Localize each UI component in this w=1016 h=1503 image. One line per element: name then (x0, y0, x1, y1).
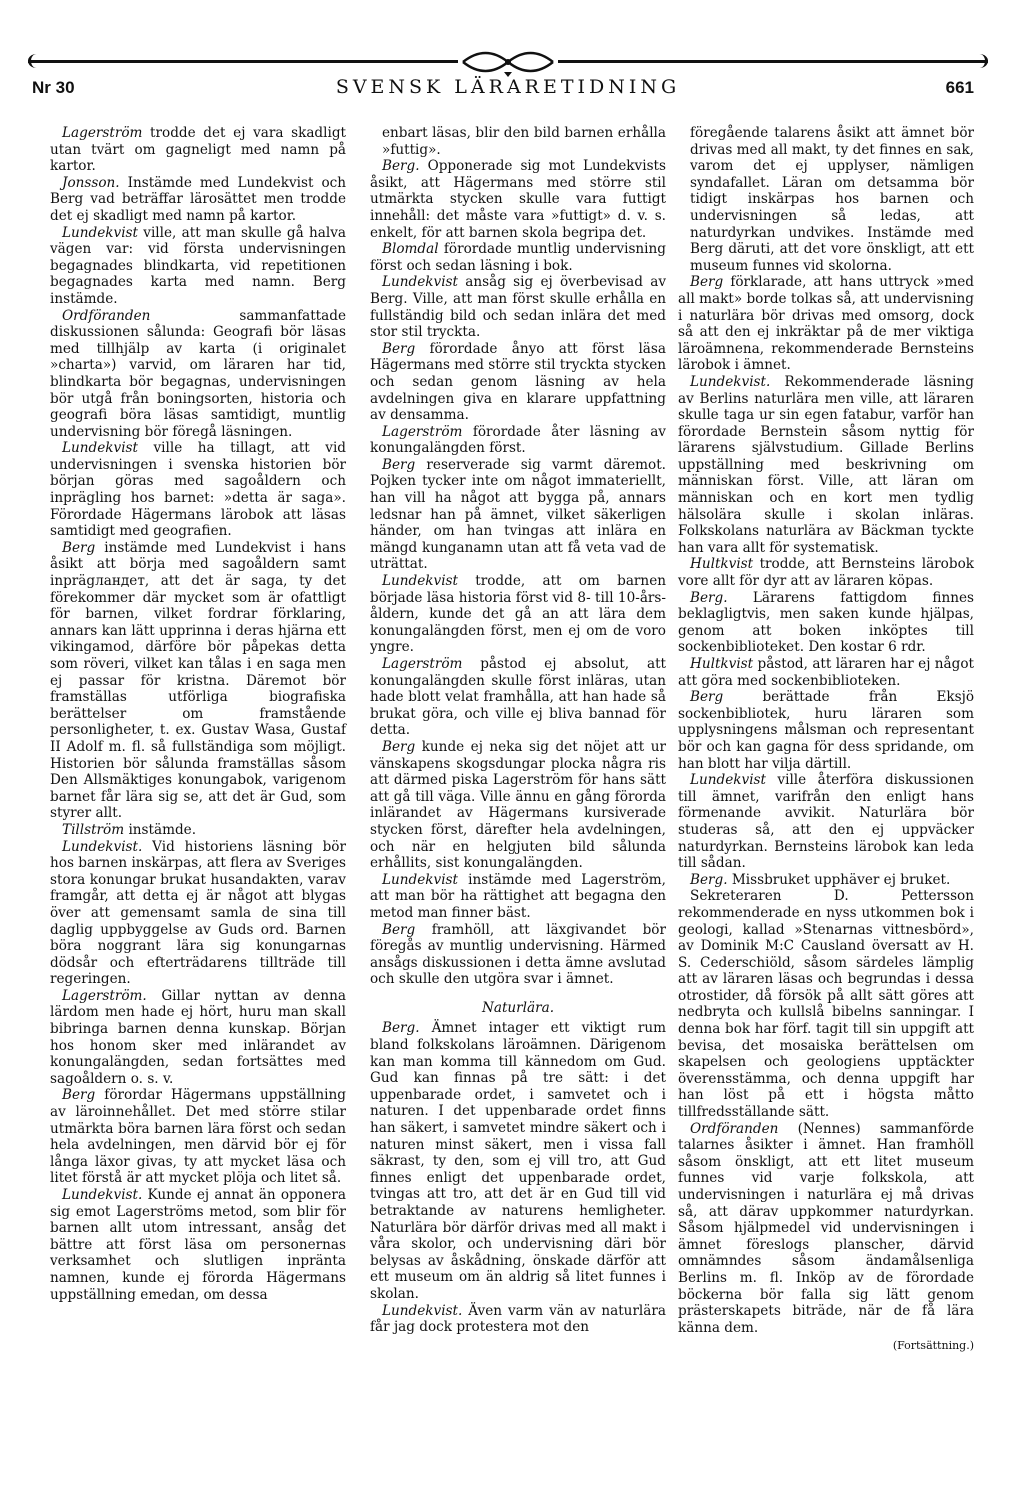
speaker-name: Berg. (382, 158, 420, 175)
speaker-name: Berg (382, 340, 416, 357)
speaker-name: Ordföranden (62, 307, 151, 324)
paragraph (370, 1020, 666, 1302)
speaker-name: Lundekvist. (62, 838, 143, 855)
speaker-name: Berg (690, 274, 724, 291)
speaker-name: Berg (382, 456, 416, 473)
speaker-name: Lundekvist. (382, 1302, 463, 1319)
speaker-name: Berg. (382, 1020, 420, 1037)
paragraph-text: ville, att man skulle gå halva vägen var: vid första undervisningen begagnades blindkarta, vid repetitionen begagnades karta med namn. Berg instämde. (50, 224, 346, 307)
paragraph (370, 424, 666, 457)
text-column-2 (370, 125, 666, 1336)
paragraph (678, 888, 974, 1120)
paragraph-text: påstod ej absolut, att konungalängden skulle först inläras, utan hade blott velat framhålla, att han hade så brukat göra, och ville ej bliva bannad för detta. (370, 656, 666, 739)
paragraph (50, 440, 346, 540)
paragraph-text: Gillar nyttan av denna lärdom men hade ej hört, huru man skall bibringa barnen denna kunskap. Början hos honom sker med inlärandet av konungalängden, sedan fortsättes med sagoåldern o. s. v. (50, 987, 346, 1087)
paragraph-text: trodde det ej vara skadligt utan tvärt om gagneligt med namn på kartor. (50, 125, 346, 175)
paragraph-text: Lärarens fattigdom finnes beklagligtvis, men saken kunde hjälpas, genom att boken inköptes till sockenbiblioteket. Den kostar 6 rdr. (678, 589, 974, 656)
paragraph-text: Missbruket upphäver ej bruket. (727, 871, 951, 888)
speaker-name: Lundekvist (690, 772, 766, 789)
speaker-name: Berg (382, 738, 416, 755)
paragraph-text: berättade från Eksjö sockenbibliotek, huru läraren som upplysningens målsman och representant bör och kan gagna för dess spridande, om han blott har vilja därtill. (678, 689, 974, 772)
header-ornament-icon (458, 46, 558, 78)
speaker-name: Lundekvist (382, 274, 458, 291)
speaker-name: Ordföranden (690, 1120, 779, 1137)
paragraph-text: ville återföra diskussionen till ämnet, varifrån den enligt hans förmenande avvikit. Naturlära bör studeras så, att den ej uppväcker naturdyrkan. Bernsteins lärobok kan leda till sådan. (678, 772, 974, 872)
speaker-name: Lundekvist (62, 224, 138, 241)
paragraph (370, 341, 666, 424)
paragraph-text: Kunde ej annat än opponera sig emot Lagerströms metod, som blir för barnen allt utom intressant, ansåg det bättre att först läsa om personernas verksamhet och slutligen inpränta namnen, kunde ej förorda Hägermans uppställning emedan, om dessa (50, 1187, 346, 1303)
speaker-name: Lundekvist. (62, 1187, 143, 1203)
paragraph (50, 540, 346, 822)
speaker-name: Berg (690, 689, 724, 706)
paragraph-text: förordade ånyo att först läsa Hägermans med större stil tryckta stycken och sedan genom läsning av hela avdelningen giva en klarare uppfattning av densamma. (370, 340, 666, 424)
paragraph (50, 988, 346, 1088)
speaker-name: Lundekvist (62, 440, 138, 457)
paragraph-text: instämde. (124, 821, 197, 838)
paragraph-text: förordar Hägermans uppställning av läroinnehållet. Det med större stilar utmärkta böra barnen lära först och sedan hela avdelningen, men därvid bör ej för långa läxor givas, ty att mycket läsa och litet förstå är att mycket plöja och litet så. (50, 1087, 346, 1187)
paragraph (50, 822, 346, 839)
paragraph-text: ansåg sig ej överbevisad av Berg. Ville, att man först skulle erhålla en fullständig bild och sedan inlära det med stor stil tryckta. (370, 274, 666, 341)
paragraph-text: trodde, att Bernsteins lärobok vore allt för dyr att av läraren köpas. (678, 556, 974, 590)
paragraph-text: ville ha tillagt, att vid undervisningen i svenska historien bör början göras med sagoåldern och inprägling hos barnet: »detta är saga». Förordade Hägermans lärobok att läsas samtidigt med geografien. (50, 440, 346, 540)
paragraph (678, 872, 974, 889)
paragraph-text: instämde med Lundekvist i hans åsikt att börja med sagoåldern samt inprägландет, att det är saga, ty det förekommer där mycket som är ofattligt för barnen, vilket fordrar förklaring, annars kan lätt upprinna i deras hjärna ett vikingamod, därföre bör påpekas detta som röveri, vilket kan tålas i en saga men ej passar för kristna. Däremot bör framställas utförliga biografiska berättelser om framstående personligheter, t. ex. Gustav Wasa, Gustaf II Adolf m. fl. så fullständiga som möjligt. Historien bör sålunda framställas såsom Den Allsmäktiges konungabok, varigenom barnet får lära sig se, att det är Gud, som styrer allt. (50, 539, 346, 822)
masthead-title: SVENSK LÄRARETIDNING (335, 76, 681, 98)
paragraph-text: sammanfattade diskussionen sålunda: Geografi bör läsas med tillhjälp av karta (i originalet »charta») varvid, om läraren har tid, blindkarta bör begagnas, undervisningen bör utgå från boningsorten, historia och geografi böra läsas samtidigt, muntlig undervisning bör föregå läsningen. (50, 307, 346, 440)
speaker-name: Lagerström (382, 423, 463, 440)
page-header (28, 44, 988, 114)
paragraph (370, 922, 666, 988)
paragraph (370, 656, 666, 739)
paragraph (678, 590, 974, 656)
speaker-name: Hultkvist (690, 656, 754, 672)
paragraph-text: Vid historiens läsning bör hos barnen inskärpas, att flera av Sveriges stora konungar brukat husandakten, varav framgår, att detta ej är något att blygas över att gemensamt samla de sina till daglig uppbyggelse av Guds ord. Barnen böra noggrant lära sig konungarnas dödsår och efterträdarens tillträde till regeringen. (50, 838, 346, 988)
speaker-name: Jonsson. (62, 174, 120, 191)
paragraph-text: framhöll, att läxgivandet bör föregås av muntlig undervisning. Härmed ansågs diskussionen i detta ämne avslutad och skulle den utgöra svar i ämnet. (370, 921, 666, 988)
paragraph-text: trodde, att om barnen började läsa historia först vid 8- till 10-års-åldern, kunde det gå an att lära dem konungalängden först, men ej om de voro yngre. (370, 573, 666, 656)
paragraph (50, 175, 346, 225)
speaker-name: Lundekvist (382, 573, 458, 590)
paragraph (678, 274, 974, 374)
speaker-name: Lundekvist. (690, 373, 771, 390)
text-column-1 (50, 125, 346, 1303)
speaker-name: Lagerström (62, 125, 143, 141)
paragraph (50, 225, 346, 308)
paragraph (678, 1121, 974, 1337)
paragraph (370, 274, 666, 340)
speaker-name: Blomdal (382, 241, 439, 258)
paragraph (678, 125, 974, 274)
paragraph (370, 739, 666, 872)
paragraph (50, 1187, 346, 1303)
paragraph (370, 241, 666, 274)
paragraph-text: (Nennes) sammanförde talarnes åsikter i ämnet. Han framhöll såsom önskligt, att ett litet museum funnes vid varje folkskola, att undervisningen i naturlära ej må drivas så, att därav uppkommer naturdyrkan. Såsom hjälpmedel vid undervisningen i ämnet föreslogs planscher, därvid omnämndes såsom ändamålsenliga Berlins m. fl. Inköp av de förordade böckerna bör falla sig lätt genom prästerskapets biträde, när de få lära känna dem. (678, 1120, 974, 1336)
paragraph (50, 125, 346, 175)
continuation-note: (Fortsättning.) (892, 1339, 974, 1353)
speaker-name: Lundekvist (382, 871, 458, 888)
paragraph (678, 656, 974, 689)
issue-number: Nr 30 (32, 78, 75, 97)
paragraph-text: kunde ej neka sig det nöjet att ur vänskapens skogsdungar plocka några ris att därmed piska Lagerström för hans sätt att gå till väga. Ville ännu en gång förorda inlärandet av Hägermans kursiverade stycken först, därefter hela avdelningen, och när en helgjuten bild sålunda erhållits, sist konungalängden. (370, 738, 666, 872)
speaker-name: Berg. (690, 589, 728, 606)
speaker-name: Tillström (62, 821, 125, 838)
paragraph-text: påstod, att läraren har ej något att göra med sockenbiblioteken. (678, 656, 974, 689)
paragraph (50, 1087, 346, 1187)
paragraph (370, 1303, 666, 1336)
paragraph-text: förordade åter läsning av konungalängden först. (370, 423, 666, 457)
header-rule-left-flourish (28, 54, 45, 68)
speaker-name: Lagerström. (62, 987, 147, 1004)
speaker-name: Berg (62, 1087, 96, 1104)
paragraph-text: föregående talarens åsikt att ämnet bör drivas med all makt, ty det finnes en sak, varom det ej upplyser, nämligen syndafallet. Läran om detsamma bör tidigt inskärpas hos barnen och undervisningen så ledas, att naturdyrkan undvikes. Instämde med Berg däruti, att det vore önskligt, att ett museum funnes vid skolorna. (690, 125, 974, 274)
speaker-name: Berg. (690, 871, 728, 888)
text-column-3 (678, 125, 974, 1355)
section-heading: Naturlära. (481, 999, 555, 1016)
paragraph-text: förordade muntlig undervisning först och sedan läsning i bok. (370, 241, 666, 274)
paragraph-text: förklarade, att hans uttryck »med all makt» borde tolkas så, att undervisning i naturlära bör drivas med omsorg, dock så att den ej inkräktar på de mer viktiga läroämnena, rekommenderade Bernsteins lärobok i ämnet. (678, 274, 974, 374)
paragraph (370, 872, 666, 922)
paragraph (370, 125, 666, 158)
paragraph (370, 573, 666, 656)
paragraph-text: Ämnet intager ett viktigt rum bland folkskolans läroämnen. Därigenom kan man komma till kännedom om Gud. Gud kan finnas på tre sätt: i det uppenbarade ordet, i samvetet och i naturen. I det uppenbarade ordet finns han säkert, i samvetet mindre säkert och i naturen minst säkert, men i vissa fall säkrast, ty den, som ej vill tro, att Gud finnes enligt det uppenbarade ordet, tvingas att tro, att det är en Gud till vid betraktande av naturens hemligheter. Naturlära bör därför drivas med all makt i våra skolor, och undervisning däri bör belysas av åskådning, önskade därför att ett museum om än aldrig så litet funnes i skolan. (370, 1020, 666, 1302)
speaker-name: Hultkvist (690, 556, 754, 573)
paragraph-text: Instämde med Lundekvist och Berg vad beträffar lärosättet men trodde det ej skadligt med namn på kartor. (50, 174, 346, 224)
header-rule-right-flourish (971, 54, 988, 68)
paragraph (50, 839, 346, 988)
paragraph-text: Rekommenderade läsning av Berlins naturlära men ville, att läraren skulle taga ur sin egen fatabur, varför han förordade Bernstein såsom nyttig för lärarens självstudium. Gillade Berlins uppställning med beskrivning om människan först. Ville, att läran om människan och en kort men tydlig hälsolära skulle i skolan inläras. Folkskolans naturlära av Bäckman tyckte han vara allt för systematisk. (678, 373, 974, 556)
paragraph-text: Opponerade sig mot Lundekvists åsikt, att Hägermans med större stil utmärkta stycken skulle vara futtigt innehåll: det måste vara »futtigt» d. v. s. enkelt, för att barnen skola begripa det. (370, 158, 666, 241)
paragraph (370, 457, 666, 573)
paragraph-text: enbart läsas, blir den bild barnen erhålla »futtig». (382, 125, 666, 158)
paragraph-text: instämde med Lagerström, att man bör ha rättighet att begagna den metod man finner bäst. (370, 871, 666, 921)
page-number: 661 (945, 78, 974, 97)
paragraph-text: Även varm vän av naturlära får jag dock protestera mot den (370, 1302, 666, 1336)
speaker-name: Berg (382, 921, 416, 938)
speaker-name: Lagerström (382, 656, 463, 672)
paragraph (678, 556, 974, 589)
speaker-name: Berg (62, 539, 96, 556)
paragraph-text: Sekreteraren D. Pettersson rekommenderade en nyss utkommen bok i geologi, kallad »Stenarnas vittnesbörd», av Dominik M:C Causland översatt av H. S. Cederschiöld, såsom särdeles lämplig att av läraren läsas och begrundas i dessa otrostider, då försök på allt sätt göres att nedbryta och kullslå bibelns sanningar. I denna bok har förf. tagit till sin uppgift att bevisa, det mosaiska berättelsen om skapelsen och geologiens upptäckter överensstämma, och denna uppgift har han löst på ett i högsta måtto tillfredsställande sätt. (678, 888, 974, 1121)
paragraph (678, 689, 974, 772)
paragraph (370, 158, 666, 241)
paragraph (50, 308, 346, 441)
paragraph-text: reserverade sig varmt däremot. Pojken tycker inte om något immateriellt, han vill ha något att bygga på, annars ledsnar han på ämnet, vilket säkerligen händer, om han tvingas att inlära en mängd kunganamn utan att få veta vad de uträttat. (370, 456, 666, 573)
paragraph (678, 374, 974, 557)
paragraph (678, 772, 974, 872)
